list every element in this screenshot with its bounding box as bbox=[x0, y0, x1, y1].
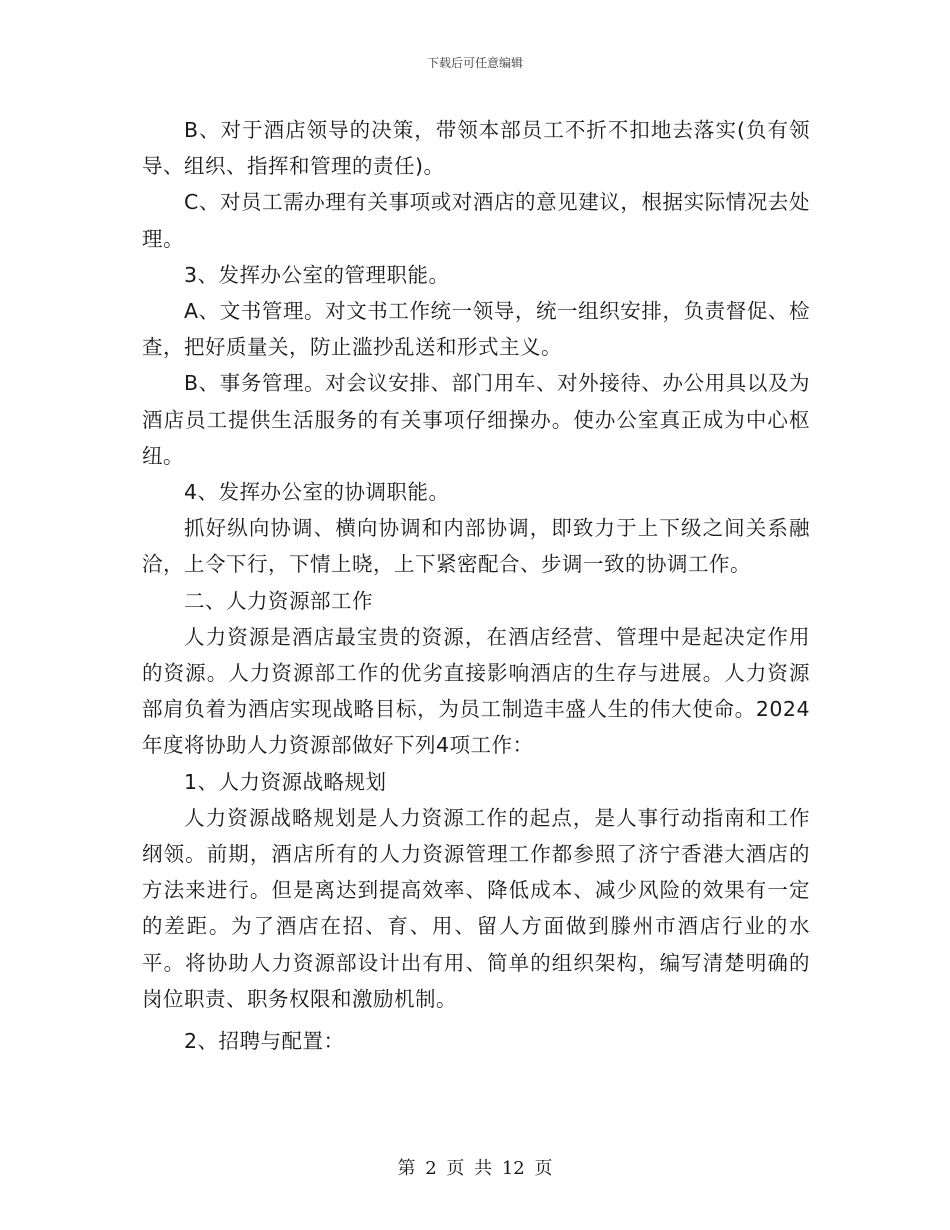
section-heading-hr: 二、人力资源部工作 bbox=[184, 588, 373, 613]
paragraph-hr-intro: 人力资源是酒店最宝贵的资源，在酒店经营、管理中是起决定作用的资源。人力资源部工作的优劣直接影响酒店的生存与进展。人力资源部肩负着为酒店实现战略目标，为员工制造丰盛人生的伟大使命。2024年度将协助人力资源部做好下列4项工作： bbox=[142, 624, 810, 758]
document-body bbox=[142, 112, 810, 1059]
paragraph-hr-strategy-title: 1、人力资源战略规划 bbox=[184, 769, 387, 794]
paragraph-management-function: 3、发挥办公室的管理职能。 bbox=[184, 262, 450, 287]
paragraph-document-management: A、文书管理。对文书工作统一领导，统一组织安排，负责督促、检查，把好质量关，防止滥抄乱送和形式主义。 bbox=[142, 299, 810, 360]
paragraph-coordination-detail: 抓好纵向协调、横向协调和内部协调，即致力于上下级之间关系融洽，上令下行，下情上晓，上下紧密配合、步调一致的协调工作。 bbox=[142, 516, 810, 577]
paragraph-recruitment-title: 2、招聘与配置： bbox=[184, 1029, 345, 1054]
page-header: 下载后可任意编辑 bbox=[426, 56, 523, 70]
paragraph-affairs-management: B、事务管理。对会议安排、部门用车、对外接待、办公用具以及为酒店员工提供生活服务的有关事项仔细操办。使办公室真正成为中心枢纽。 bbox=[142, 371, 810, 468]
paragraph-leader-decisions: B、对于酒店领导的决策，带领本部员工不折不扣地去落实(负有领导、组织、指挥和管理的责任)。 bbox=[142, 118, 810, 179]
paragraph-coordination-function: 4、发挥办公室的协调职能。 bbox=[184, 480, 450, 505]
page-number-footer: 第 2 页 共 12 页 bbox=[397, 1158, 553, 1179]
paragraph-employee-affairs: C、对员工需办理有关事项或对酒店的意见建议，根据实际情况去处理。 bbox=[142, 190, 810, 251]
paragraph-hr-strategy-detail: 人力资源战略规划是人力资源工作的起点，是人事行动指南和工作纲领。前期，酒店所有的人力资源管理工作都参照了济宁香港大酒店的方法来进行。但是离达到提高效率、降低成本、减少风险的效果有一定的差距。为了酒店在招、育、用、留人方面做到滕州市酒店行业的水平。将协助人力资源部设计出有用、简单的组织架构，编写清楚明确的岗位职责、职务权限和激励机制。 bbox=[142, 805, 810, 1011]
